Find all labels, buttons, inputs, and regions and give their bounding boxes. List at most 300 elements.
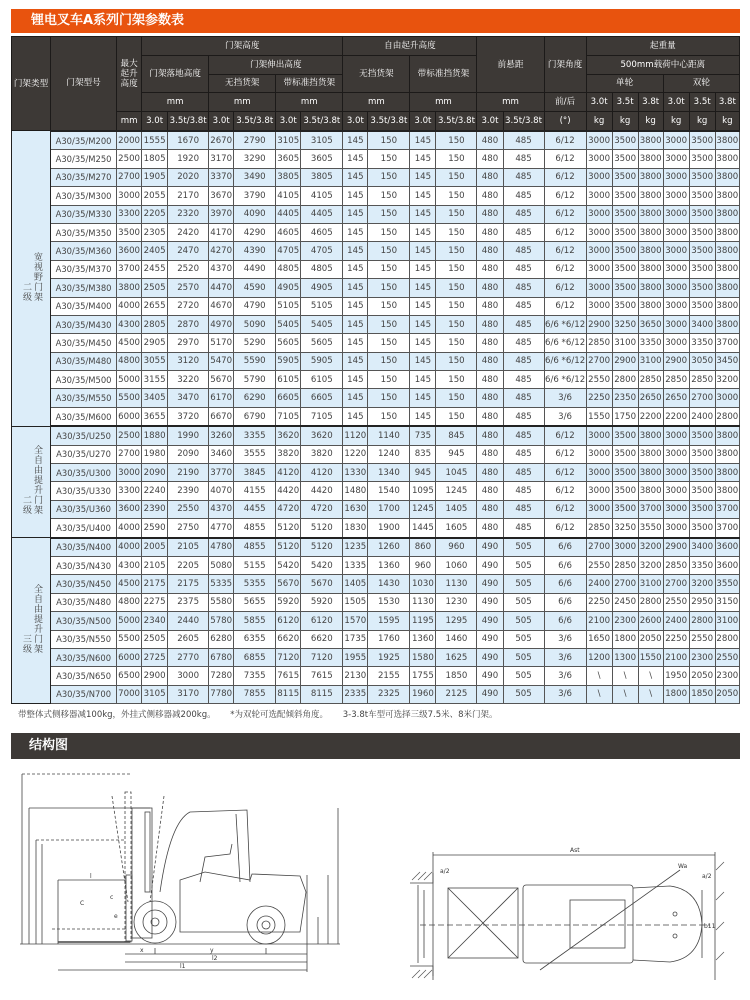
table-cell: 6/12 (544, 205, 586, 223)
table-cell: 2050 (715, 685, 739, 703)
header-tonnage: 3.0t (142, 112, 168, 131)
table-cell: 3105 (301, 131, 343, 150)
table-cell: 945 (410, 464, 436, 482)
table-cell: 505 (503, 630, 544, 648)
table-cell: 3620 (276, 426, 301, 445)
table-cell: 3260 (209, 426, 234, 445)
table-cell: 3000 (663, 187, 689, 205)
table-cell: 8115 (276, 685, 301, 703)
table-cell: 4070 (209, 482, 234, 500)
table-cell: 1580 (410, 648, 436, 666)
table-cell: 2850 (663, 556, 689, 574)
table-cell: 145 (410, 260, 436, 278)
header-extended-height: 门架伸出高度 (209, 55, 343, 74)
table-cell: 4605 (276, 223, 301, 241)
table-cell: 1955 (343, 648, 368, 666)
page-title: 锂电叉车A系列门架参数表 (11, 9, 740, 33)
mast-model-cell: A30/35/M330 (51, 205, 117, 223)
table-cell: 3250 (612, 519, 638, 538)
table-cell: 3250 (612, 315, 638, 333)
table-cell: 480 (477, 168, 503, 186)
table-cell: 4300 (117, 315, 142, 333)
table-cell: 7105 (276, 407, 301, 426)
table-cell: 6500 (117, 667, 142, 685)
table-cell: 145 (410, 297, 436, 315)
table-cell: 485 (503, 131, 544, 150)
table-cell: 2805 (142, 315, 168, 333)
table-cell: 150 (436, 315, 477, 333)
table-row (12, 297, 740, 315)
table-row (12, 352, 740, 370)
table-cell: 150 (436, 187, 477, 205)
table-cell: 6/12 (544, 131, 586, 150)
table-cell: 1800 (612, 630, 638, 648)
table-cell: 150 (368, 407, 410, 426)
mast-model-cell: A30/35/M380 (51, 279, 117, 297)
table-cell: 145 (410, 168, 436, 186)
table-cell: 2400 (663, 612, 689, 630)
table-cell: 485 (503, 352, 544, 370)
mast-model-cell: A30/35/N430 (51, 556, 117, 574)
table-cell: 3800 (638, 242, 663, 260)
mast-model-cell: A30/35/N700 (51, 685, 117, 703)
diagram-label: Ast (570, 847, 580, 854)
footnote: 带整体式侧移器减100kg，外挂式侧移器减200kg。 (18, 710, 216, 720)
table-cell: 1595 (368, 612, 410, 630)
mast-model-cell: A30/35/M500 (51, 371, 117, 389)
table-cell: 145 (343, 187, 368, 205)
table-cell: 2770 (168, 648, 209, 666)
table-cell: 1245 (410, 500, 436, 518)
table-cell: 6/12 (544, 187, 586, 205)
table-cell: 3000 (586, 426, 612, 445)
table-cell: 4670 (209, 297, 234, 315)
table-cell: 150 (368, 371, 410, 389)
table-cell: \ (586, 685, 612, 703)
table-cell: 7120 (276, 648, 301, 666)
header-tonnage: 3.5t (689, 93, 715, 112)
header-front-rear: 前/后 (544, 93, 586, 112)
table-cell: 3290 (234, 150, 276, 168)
table-cell: 4500 (117, 334, 142, 352)
mast-model-cell: A30/35/M450 (51, 334, 117, 352)
diagram-label: b11 (704, 923, 716, 930)
table-cell: 3200 (638, 538, 663, 557)
table-cell: 3170 (209, 150, 234, 168)
table-cell: 5335 (209, 575, 234, 593)
table-cell: 8115 (301, 685, 343, 703)
table-cell: 3/6 (544, 407, 586, 426)
table-row (12, 315, 740, 333)
table-cell: 5855 (234, 612, 276, 630)
table-cell: 2605 (168, 630, 209, 648)
table-cell: 1240 (368, 445, 410, 463)
table-cell: 2175 (168, 575, 209, 593)
table-cell: 480 (477, 371, 503, 389)
table-cell: 2105 (142, 556, 168, 574)
table-cell: 150 (436, 297, 477, 315)
table-cell: 2250 (663, 630, 689, 648)
table-cell: 3500 (689, 464, 715, 482)
header-capacity: 起重量 (586, 37, 739, 56)
table-cell: 3000 (586, 242, 612, 260)
table-cell: 6670 (209, 407, 234, 426)
table-cell: 4455 (234, 500, 276, 518)
table-cell: 3000 (663, 426, 689, 445)
header-tonnage: 3.0t (276, 112, 301, 131)
table-cell: 145 (343, 315, 368, 333)
table-cell: 2900 (663, 538, 689, 557)
table-cell: 5105 (301, 297, 343, 315)
table-cell: 3470 (168, 389, 209, 407)
table-cell: 3700 (715, 334, 739, 352)
table-cell: \ (638, 667, 663, 685)
table-cell: 3055 (142, 352, 168, 370)
table-cell: \ (612, 667, 638, 685)
header-fl-no-backrest: 无挡货架 (343, 55, 410, 93)
table-cell: 1245 (436, 482, 477, 500)
table-cell: 1445 (410, 519, 436, 538)
table-cell: 1555 (142, 131, 168, 150)
table-cell: 1550 (638, 648, 663, 666)
table-row (12, 667, 740, 685)
table-cell: 3/6 (544, 685, 586, 703)
table-cell: 145 (410, 223, 436, 241)
footnote: 3-3.8t车型可选择三级7.5米、8米门架。 (342, 710, 498, 720)
table-cell: 505 (503, 538, 544, 557)
mast-model-cell: A30/35/M360 (51, 242, 117, 260)
table-cell: 490 (477, 538, 503, 557)
table-row (12, 260, 740, 278)
table-cell: 5470 (209, 352, 234, 370)
table-cell: 3800 (715, 187, 739, 205)
table-cell: 6/6 *6/12 (544, 334, 586, 352)
table-cell: 2200 (638, 407, 663, 426)
table-cell: 2550 (586, 556, 612, 574)
footnotes (18, 708, 510, 720)
table-cell: 485 (503, 150, 544, 168)
table-cell: 505 (503, 575, 544, 593)
table-row (12, 407, 740, 426)
table-cell: 4490 (234, 260, 276, 278)
table-cell: 2570 (168, 279, 209, 297)
table-cell: 3650 (638, 315, 663, 333)
table-cell: 3500 (689, 260, 715, 278)
table-cell: 2900 (663, 352, 689, 370)
table-cell: 6/12 (544, 426, 586, 445)
diagram-label: l1 (180, 963, 186, 970)
table-cell: 1735 (343, 630, 368, 648)
table-cell: 145 (343, 389, 368, 407)
table-cell: 1220 (343, 445, 368, 463)
table-cell: 1430 (368, 575, 410, 593)
table-cell: 2505 (142, 630, 168, 648)
mast-model-cell: A30/35/U300 (51, 464, 117, 482)
table-row (12, 187, 740, 205)
table-cell: 3000 (168, 667, 209, 685)
table-cell: 3000 (586, 279, 612, 297)
table-cell: 4390 (234, 242, 276, 260)
table-cell: 2520 (168, 260, 209, 278)
diagram-label: x (140, 947, 144, 954)
table-cell: 480 (477, 352, 503, 370)
table-cell: 1530 (368, 593, 410, 611)
table-cell: 2250 (586, 389, 612, 407)
table-cell: 150 (368, 205, 410, 223)
mast-model-cell: A30/35/M250 (51, 150, 117, 168)
table-cell: 505 (503, 593, 544, 611)
table-cell: 2800 (638, 593, 663, 611)
table-cell: 150 (368, 223, 410, 241)
table-cell: 5080 (209, 556, 234, 574)
table-cell: 3350 (638, 334, 663, 352)
table-cell: 6/6 (544, 538, 586, 557)
table-row (12, 482, 740, 500)
table-cell: 3600 (117, 242, 142, 260)
table-row (12, 334, 740, 352)
table-cell: 3/6 (544, 648, 586, 666)
table-row (12, 630, 740, 648)
table-cell: 150 (436, 407, 477, 426)
table-cell: 2850 (586, 334, 612, 352)
table-cell: 2670 (209, 131, 234, 150)
table-cell: 3720 (168, 407, 209, 426)
table-cell: 485 (503, 464, 544, 482)
table-cell: 2205 (142, 205, 168, 223)
table-cell: 150 (368, 389, 410, 407)
table-cell: 6620 (276, 630, 301, 648)
table-cell: 2325 (368, 685, 410, 703)
header-unit: mm (477, 93, 544, 112)
table-cell: 2205 (168, 556, 209, 574)
table-cell: 4405 (276, 205, 301, 223)
mast-model-cell: A30/35/M370 (51, 260, 117, 278)
table-cell: 490 (477, 575, 503, 593)
table-cell: 2300 (689, 648, 715, 666)
table-cell: 2500 (117, 426, 142, 445)
mast-model-cell: A30/35/N480 (51, 593, 117, 611)
table-cell: 1830 (343, 519, 368, 538)
diagram-label: e (114, 913, 118, 920)
table-cell: 4170 (209, 223, 234, 241)
table-cell: 2055 (142, 187, 168, 205)
table-cell: 485 (503, 500, 544, 518)
header-tonnage: 3.0t (343, 112, 368, 131)
table-cell: 3220 (168, 371, 209, 389)
table-cell: 4800 (117, 593, 142, 611)
table-cell: 2750 (168, 519, 209, 538)
mast-type-cell (12, 426, 51, 537)
table-cell: 1330 (343, 464, 368, 482)
table-cell: 6/12 (544, 242, 586, 260)
table-row (12, 500, 740, 518)
table-cell: 3800 (638, 168, 663, 186)
table-cell: 3000 (663, 500, 689, 518)
table-cell: 3620 (301, 426, 343, 445)
table-cell: 845 (436, 426, 477, 445)
mast-model-cell: A30/35/U400 (51, 519, 117, 538)
table-cell: 4370 (209, 500, 234, 518)
table-cell: 2700 (689, 389, 715, 407)
mast-stage-level: 二级 (21, 495, 32, 516)
table-cell: 3405 (142, 389, 168, 407)
table-cell: 150 (436, 131, 477, 150)
table-cell: 480 (477, 260, 503, 278)
table-cell: 145 (410, 279, 436, 297)
table-cell: 485 (503, 297, 544, 315)
header-single-wheel: 单轮 (586, 74, 663, 93)
mast-model-cell: A30/35/M480 (51, 352, 117, 370)
table-cell: 3105 (276, 131, 301, 150)
table-cell: 145 (410, 334, 436, 352)
table-cell: 2090 (168, 445, 209, 463)
table-cell: 150 (368, 150, 410, 168)
table-cell: 3800 (638, 260, 663, 278)
table-cell: 6/12 (544, 297, 586, 315)
table-cell: 4720 (301, 500, 343, 518)
table-cell: 3500 (612, 279, 638, 297)
table-cell: 490 (477, 648, 503, 666)
table-cell: 6/6 (544, 556, 586, 574)
table-cell: 2440 (168, 612, 209, 630)
table-row (12, 538, 740, 557)
table-cell: 2350 (612, 389, 638, 407)
table-cell: 1360 (410, 630, 436, 648)
table-cell: \ (586, 667, 612, 685)
table-cell: 3000 (586, 131, 612, 150)
table-cell: 3800 (638, 131, 663, 150)
table-cell: 3000 (117, 464, 142, 482)
table-cell: 5120 (301, 538, 343, 557)
mast-model-cell: A30/35/U360 (51, 500, 117, 518)
table-cell: 1905 (142, 168, 168, 186)
table-cell: 3000 (715, 389, 739, 407)
mast-model-cell: A30/35/M350 (51, 223, 117, 241)
table-cell: 4770 (209, 519, 234, 538)
table-cell: 4270 (209, 242, 234, 260)
table-cell: 7280 (209, 667, 234, 685)
table-cell: 2725 (142, 648, 168, 666)
table-cell: 1505 (343, 593, 368, 611)
table-cell: 490 (477, 667, 503, 685)
table-cell: 3000 (663, 334, 689, 352)
table-cell: 3805 (301, 168, 343, 186)
table-cell: 3800 (715, 426, 739, 445)
table-cell: 485 (503, 482, 544, 500)
table-cell: 150 (436, 242, 477, 260)
table-cell: 3500 (689, 519, 715, 538)
table-cell: 3000 (586, 445, 612, 463)
mast-model-cell: A30/35/M430 (51, 315, 117, 333)
mast-model-cell: A30/35/U330 (51, 482, 117, 500)
table-cell: 1920 (168, 150, 209, 168)
table-cell: 3500 (612, 168, 638, 186)
table-cell: 4705 (276, 242, 301, 260)
mast-model-cell: A30/35/M300 (51, 187, 117, 205)
table-cell: 5120 (276, 538, 301, 557)
table-cell: 1130 (436, 575, 477, 593)
table-cell: 6000 (117, 648, 142, 666)
table-cell: 5920 (276, 593, 301, 611)
table-cell: 2130 (343, 667, 368, 685)
table-cell: 3000 (663, 131, 689, 150)
table-cell: 7855 (234, 685, 276, 703)
table-cell: 3000 (586, 168, 612, 186)
table-cell: 860 (410, 538, 436, 557)
table-row (12, 371, 740, 389)
table-cell: 145 (343, 223, 368, 241)
header-mast-angle: 门架角度 (544, 37, 586, 93)
table-cell: 2900 (612, 352, 638, 370)
table-cell: 1360 (368, 556, 410, 574)
header-tonnage: 3.5t/3.8t (301, 112, 343, 131)
table-cell: 6/12 (544, 464, 586, 482)
table-cell: 3800 (715, 279, 739, 297)
table-cell: 3000 (663, 150, 689, 168)
table-cell: 2590 (142, 519, 168, 538)
table-cell: 1335 (343, 556, 368, 574)
table-cell: 150 (436, 150, 477, 168)
table-cell: 145 (410, 242, 436, 260)
header-unit: mm (117, 112, 142, 131)
table-row (12, 131, 740, 150)
table-cell: 5500 (117, 630, 142, 648)
table-cell: 1405 (436, 500, 477, 518)
table-cell: 5605 (301, 334, 343, 352)
table-cell: 5405 (276, 315, 301, 333)
table-cell: 3800 (638, 426, 663, 445)
table-cell: 1700 (368, 500, 410, 518)
table-cell: 3800 (715, 168, 739, 186)
table-cell: 3500 (612, 426, 638, 445)
table-cell: 3/6 (544, 630, 586, 648)
header-tonnage: 3.5t/3.8t (436, 112, 477, 131)
table-cell: 7355 (234, 667, 276, 685)
table-cell: 6/6 (544, 593, 586, 611)
table-cell: 3500 (689, 297, 715, 315)
table-cell: 4300 (117, 556, 142, 574)
table-cell: 4405 (301, 205, 343, 223)
table-cell: 3170 (168, 685, 209, 703)
table-cell: 3100 (638, 575, 663, 593)
table-cell: 145 (410, 315, 436, 333)
table-cell: 3200 (715, 371, 739, 389)
table-cell: 3670 (209, 187, 234, 205)
table-cell: 5590 (234, 352, 276, 370)
table-cell: 480 (477, 389, 503, 407)
table-cell: 2250 (586, 593, 612, 611)
table-cell: 485 (503, 168, 544, 186)
table-cell: 2100 (663, 648, 689, 666)
table-cell: 3000 (612, 538, 638, 557)
table-cell: 2700 (117, 445, 142, 463)
table-cell: 1925 (368, 648, 410, 666)
table-cell: 3355 (234, 426, 276, 445)
table-cell: 5500 (117, 389, 142, 407)
table-cell: 3350 (689, 334, 715, 352)
table-cell: 1340 (368, 464, 410, 482)
table-cell: 3500 (612, 223, 638, 241)
table-cell: 4155 (234, 482, 276, 500)
table-cell: 6120 (276, 612, 301, 630)
table-cell: 3800 (638, 482, 663, 500)
table-cell: 3550 (638, 519, 663, 538)
table-cell: 1755 (410, 667, 436, 685)
table-cell: 4780 (209, 538, 234, 557)
header-unit: mm (142, 93, 209, 112)
table-cell: 3500 (689, 482, 715, 500)
table-cell: 6/6 (544, 612, 586, 630)
